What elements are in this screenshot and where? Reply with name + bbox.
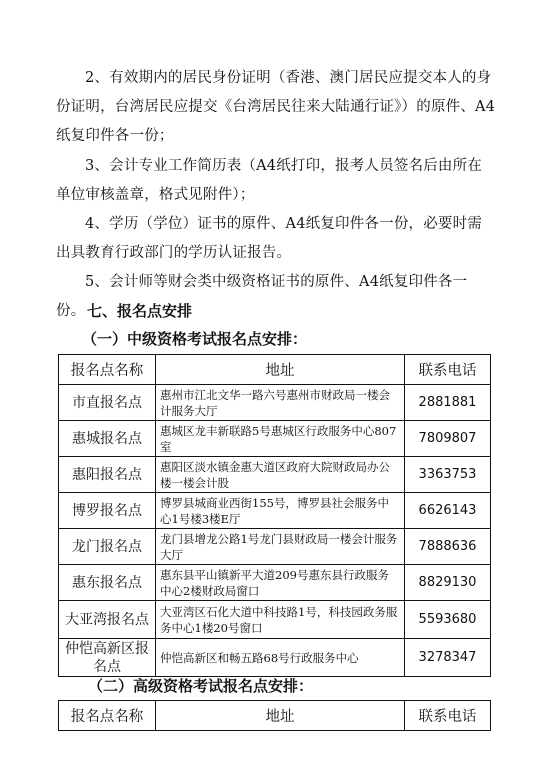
cell-phone: 6626143 — [405, 493, 491, 529]
registration-table-intermediate — [58, 354, 491, 677]
table-row — [59, 639, 491, 677]
paragraph-item-2: 2、有效期内的居民身份证明（香港、澳门居民应提交本人的身份证明，台湾居民应提交《台湾居民往来大陆通行证》）的原件、A4纸复印件各一份； — [56, 70, 496, 144]
table-row — [59, 565, 491, 601]
table-row — [59, 493, 491, 529]
cell-address: 博罗县城商业西街155号，博罗县社会服务中心1号楼3楼E厅 — [156, 493, 405, 529]
cell-address: 仲恺高新区和畅五路68号行政服务中心 — [156, 639, 405, 677]
header-name: 报名点名称 — [59, 701, 156, 731]
table-header-row — [59, 701, 491, 731]
paragraph-item-4: 4、学历（学位）证书的原件、A4纸复印件各一份，必要时需出具教育行政部门的学历认证报告。 — [56, 216, 483, 261]
subsection-title-intermediate: （一）中级资格考试报名点安排： — [82, 330, 308, 348]
cell-phone: 5593680 — [405, 601, 491, 639]
cell-name: 惠阳报名点 — [59, 457, 156, 493]
header-name: 报名点名称 — [59, 355, 156, 385]
cell-phone: 8829130 — [405, 565, 491, 601]
subsection-title-senior: （二）高级资格考试报名点安排： — [88, 677, 314, 695]
table-row — [59, 529, 491, 565]
cell-phone: 3278347 — [405, 639, 491, 677]
header-phone: 联系电话 — [405, 701, 491, 731]
cell-phone: 3363753 — [405, 457, 491, 493]
table-row — [59, 421, 491, 457]
cell-address: 惠州市江北文华一路六号惠州市财政局一楼会计服务大厅 — [156, 385, 405, 421]
cell-name: 惠东报名点 — [59, 565, 156, 601]
table-row — [59, 601, 491, 639]
cell-address: 龙门县增龙公路1号龙门县财政局一楼会计服务大厅 — [156, 529, 405, 565]
cell-name: 仲恺高新区报名点 — [59, 639, 156, 677]
cell-phone: 2881881 — [405, 385, 491, 421]
paragraph-item-5: 5、会计师等财会类中级资格证书的原件、A4纸复印件各一份。 — [56, 274, 468, 319]
cell-phone: 7809807 — [405, 421, 491, 457]
registration-table-senior — [58, 700, 491, 731]
table-header-row — [59, 355, 491, 385]
cell-address: 大亚湾区石化大道中科技路1号，科技园政务服务中心1楼20号窗口 — [156, 601, 405, 639]
cell-name: 龙门报名点 — [59, 529, 156, 565]
header-address: 地址 — [156, 355, 405, 385]
cell-name: 市直报名点 — [59, 385, 156, 421]
table-row — [59, 457, 491, 493]
header-phone: 联系电话 — [405, 355, 491, 385]
cell-name: 惠城报名点 — [59, 421, 156, 457]
section-title: 七、报名点安排 — [87, 302, 193, 320]
cell-address: 惠阳区淡水镇金惠大道区政府大院财政局办公楼一楼会计股 — [156, 457, 405, 493]
header-address: 地址 — [156, 701, 405, 731]
cell-phone: 7888636 — [405, 529, 491, 565]
cell-name: 博罗报名点 — [59, 493, 156, 529]
paragraph-item-3: 3、会计专业工作简历表（A4纸打印，报考人员签名后由所在单位审核盖章，格式见附件）； — [56, 158, 483, 203]
cell-name: 大亚湾报名点 — [59, 601, 156, 639]
cell-address: 惠城区龙丰新联路5号惠城区行政服务中心807室 — [156, 421, 405, 457]
table-row — [59, 385, 491, 421]
cell-address: 惠东县平山镇新平大道209号惠东县行政服务中心2楼财政局窗口 — [156, 565, 405, 601]
